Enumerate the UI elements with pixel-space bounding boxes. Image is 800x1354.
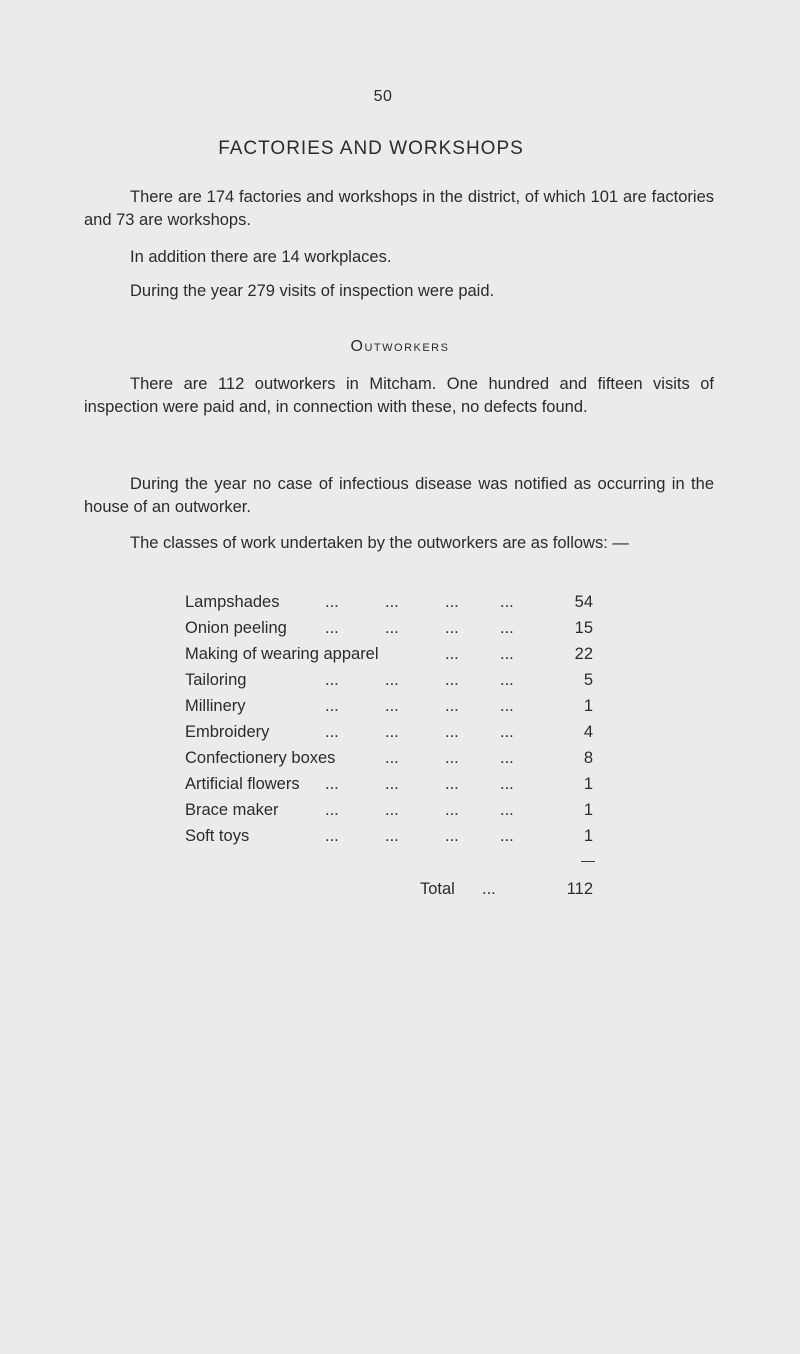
dot-leader: ... [500,749,514,767]
dot-leader: ... [325,619,339,637]
paragraph-factories-count [84,186,714,232]
paragraph-factories-text: There are 174 factories and workshops in the district, of which 101 are factories and 73 are workshops. [84,188,714,229]
dot-leader: ... [500,593,514,611]
list-item [185,723,605,749]
page-title: FACTORIES AND WORKSHOPS [218,138,524,159]
dot-leader: ... [445,593,459,611]
list-item-label: Making of wearing apparel [185,645,379,663]
list-item [185,619,605,645]
paragraph-outworkers-count [84,373,714,419]
list-item [185,827,605,853]
list-item-label: Tailoring [185,671,247,689]
total-rule [581,861,595,862]
dot-leader: ... [445,619,459,637]
dot-leader: ... [500,645,514,663]
paragraph-outworkers-text: There are 112 outworkers in Mitcham. One hundred and fifteen visits of inspection were paid and, in connection with these, no defects found. [84,375,714,416]
list-item-value: 15 [574,619,593,637]
dot-leader: ... [385,593,399,611]
list-item-value: 22 [574,645,593,663]
dot-leader: ... [325,827,339,845]
list-item-label: Confectionery boxes [185,749,336,767]
list-item-value: 1 [583,697,593,715]
list-item-label: Brace maker [185,801,279,819]
dot-leader: ... [385,697,399,715]
dot-leader: ... [445,697,459,715]
total-value: 112 [566,880,593,898]
dot-leader: ... [445,645,459,663]
dot-leader: ... [500,827,514,845]
dot-leader: ... [385,619,399,637]
dot-leader: ... [385,671,399,689]
list-item [185,801,605,827]
list-item-value: 1 [583,801,593,819]
list-item-label: Lampshades [185,593,280,611]
list-item-value: 1 [583,775,593,793]
dot-leader: ... [500,619,514,637]
dot-leader: ... [500,697,514,715]
paragraph-workplaces: In addition there are 14 workplaces. [130,248,392,266]
dot-leader: ... [385,775,399,793]
work-classes-list [185,593,605,853]
list-item [185,697,605,723]
paragraph-infectious-disease [84,473,714,519]
list-item-value: 8 [583,749,593,767]
dot-leader: ... [325,671,339,689]
dot-leader: ... [385,749,399,767]
list-item-value: 4 [583,723,593,741]
paragraph-infectious-text: During the year no case of infectious disease was notified as occurring in the house of an outworker. [84,475,714,516]
dot-leader: ... [500,801,514,819]
paragraph-classes-text: The classes of work undertaken by the outworkers are as follows: — [130,534,629,552]
dot-leader: ... [385,723,399,741]
section-heading-outworkers [0,338,800,356]
list-item [185,671,605,697]
dot-leader: ... [325,775,339,793]
list-item [185,775,605,801]
dot-leader: ... [385,827,399,845]
dot-leader: ... [500,723,514,741]
dot-leader: ... [325,697,339,715]
list-item-value: 54 [574,593,593,611]
list-item-label: Artificial flowers [185,775,300,793]
dot-leader: ... [445,671,459,689]
dot-leader: ... [500,671,514,689]
dot-leader: ... [445,827,459,845]
list-item-label: Embroidery [185,723,270,741]
dot-leader: ... [445,775,459,793]
list-item [185,645,605,671]
list-item-label: Millinery [185,697,246,715]
dot-leader: ... [385,801,399,819]
list-item [185,593,605,619]
dot-leader: ... [445,749,459,767]
dot-leader: ... [325,801,339,819]
dot-leader: ... [325,723,339,741]
page-number: 50 [373,88,393,105]
dot-leader: ... [500,775,514,793]
total-leader: ... [482,880,496,898]
section-heading-text: Outworkers [350,338,450,355]
total-label: Total [420,880,455,898]
list-item-label: Onion peeling [185,619,287,637]
dot-leader: ... [325,593,339,611]
list-item [185,749,605,775]
list-item-value: 1 [583,827,593,845]
paragraph-classes-intro [84,532,714,555]
dot-leader: ... [445,723,459,741]
list-item-label: Soft toys [185,827,250,845]
list-item-value: 5 [583,671,593,689]
dot-leader: ... [445,801,459,819]
paragraph-inspection-visits: During the year 279 visits of inspection were paid. [130,282,495,300]
